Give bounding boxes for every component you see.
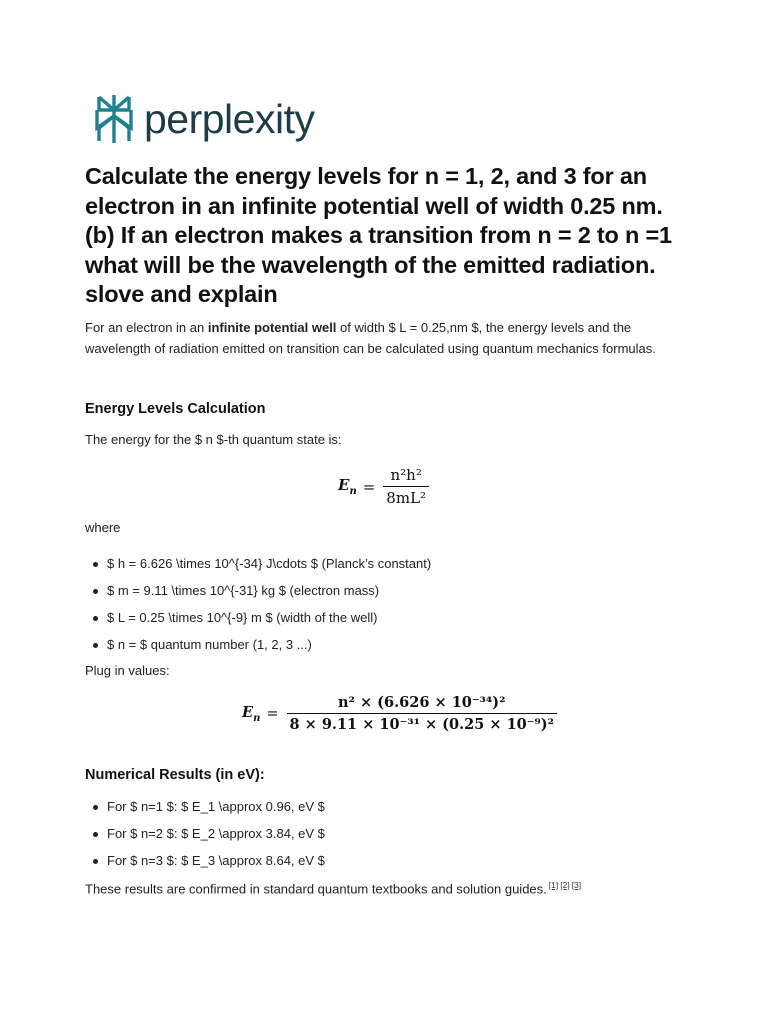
list-item: $ h = 6.626 \times 10^{-34} J\cdots $ (Planck’s constant) [85,555,431,582]
citation-link[interactable]: [2] [560,880,570,890]
formula-numerator: n²h² [390,466,422,484]
formula-denominator: 8mL² [383,486,429,507]
formula-denominator: 8 × 9.11 × 10⁻³¹ × (0.25 × 10⁻⁹)² [287,713,558,733]
perplexity-logo [94,94,314,144]
formula-lhs: $E_n$ [242,703,261,724]
where-label: where [85,520,121,535]
formula-numerator: n² × (6.626 × 10⁻³⁴)² [338,694,506,711]
intro-text-bold: infinite potential well [207,320,337,335]
list-item: For $ n=2 $: $ E_2 \approx 3.84, eV $ [85,825,325,852]
page-title: Calculate the energy levels for n = 1, 2, and 3 for an electron in an infinite potential well of width 0.25 nm. (b) If an electron makes a transition from n = 2 to n =1 what will be the wavelength of the emitted radiation. slove and explain [85,163,672,307]
citation-link[interactable]: [1] [548,880,559,890]
list-item: $ L = 0.25 \times 10^{-9} m $ (width of the well) [85,609,431,636]
section-heading-energy-levels: Energy Levels Calculation [85,401,266,417]
confirmation-text: These results are confirmed in standard quantum textbooks and solution guides. [85,881,547,897]
constants-list [85,555,431,663]
formula-fraction [383,466,429,507]
citation-link[interactable]: [3] [571,880,582,890]
formula-equals: = [362,477,376,496]
confirmation-paragraph [85,880,581,896]
formula-lhs: $E_n$ [338,476,357,497]
list-item: For $ n=3 $: $ E_3 \approx 8.64, eV $ [85,852,325,879]
perplexity-mark-icon [94,94,134,144]
intro-text-pre: For an electron in an [85,320,208,335]
section-heading-numerical-results: Numerical Results (in eV): [85,767,265,783]
formula-equals: = [266,705,279,722]
energy-statement: The energy for the $ n $-th quantum state is: [85,432,342,447]
intro-paragraph [85,318,685,359]
substituted-formula [242,694,557,733]
list-item: $ m = 9.11 \times 10^{-31} kg $ (electron mass) [85,582,431,609]
intro-text-post: of width $ L = 0.25,nm $, the energy levels and the wavelength of radiation emitted on transition can be calculated using quantum mechanics formulas. [85,320,656,356]
list-item: $ n = $ quantum number (1, 2, 3 ...) [85,636,431,663]
formula-fraction [287,694,558,733]
plug-in-label: Plug in values: [85,663,170,678]
list-item: For $ n=1 $: $ E_1 \approx 0.96, eV $ [85,798,325,825]
brand-wordmark: perplexity [144,95,315,142]
energy-formula [338,466,429,507]
results-list [85,798,325,879]
